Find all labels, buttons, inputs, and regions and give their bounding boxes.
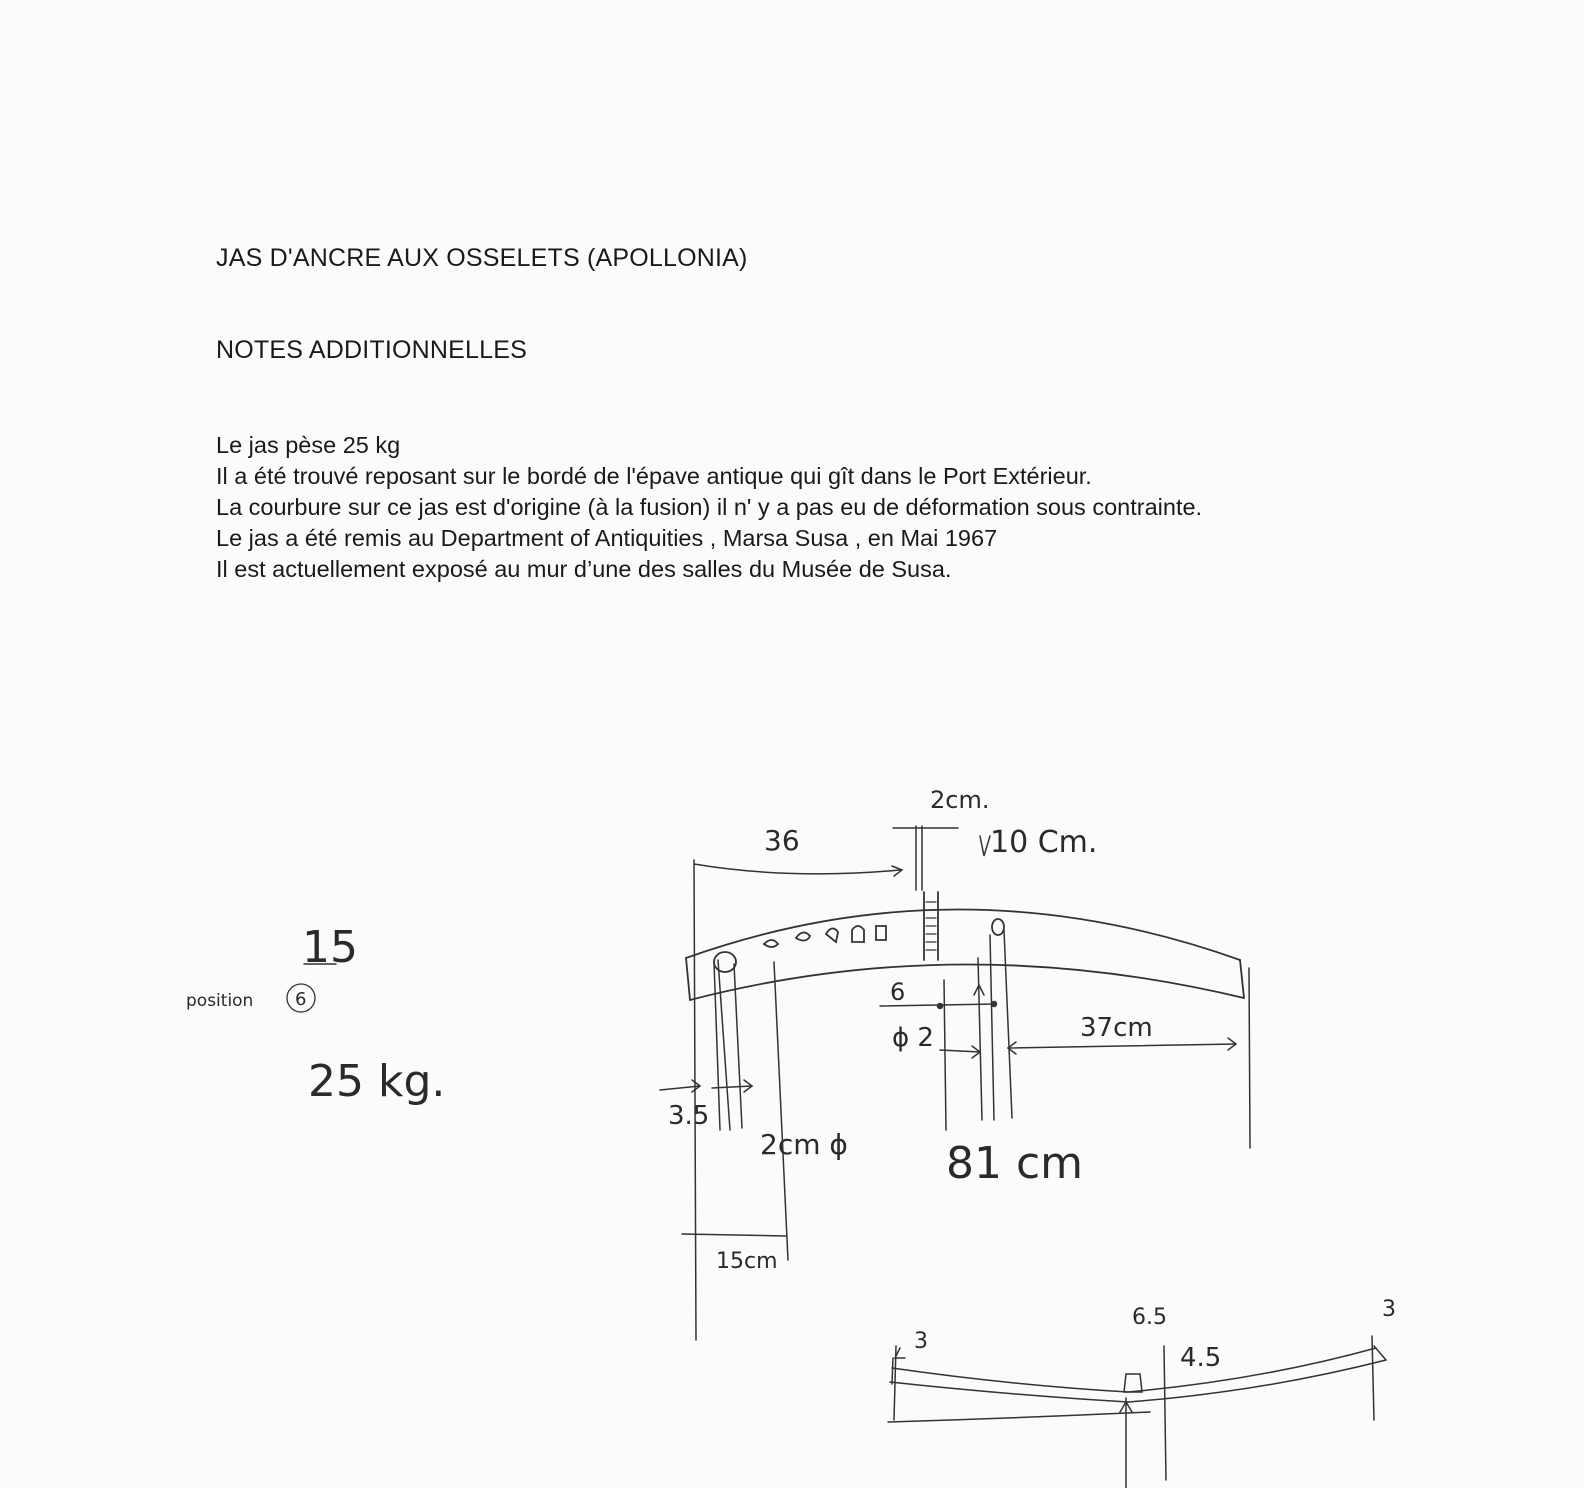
- annotation-3-right: 3: [1382, 1297, 1396, 1322]
- annotation-weight: 25 kg.: [308, 1056, 446, 1107]
- annotation-6: 6: [890, 978, 906, 1006]
- annotation-position-number: 6: [295, 989, 307, 1010]
- annotation-3-left: 3: [914, 1329, 928, 1354]
- note-line: Le jas a été remis au Department of Antiquities , Marsa Susa , en Mai 1967: [216, 525, 998, 551]
- annotation-15: 15: [302, 922, 358, 973]
- annotation-10cm: 10 Cm.: [990, 825, 1098, 860]
- annotation-2cm-phi: 2cm ϕ: [760, 1128, 848, 1161]
- profile-sketch: [888, 1336, 1386, 1488]
- annotation-37cm: 37cm: [1080, 1013, 1153, 1043]
- annotation-3-5: 3.5: [668, 1101, 710, 1131]
- annotation-15cm: 15cm: [716, 1249, 778, 1274]
- document-subtitle: NOTES ADDITIONNELLES: [216, 336, 528, 364]
- annotation-4-5: 4.5: [1180, 1343, 1222, 1373]
- anchor-stock-drawing: [686, 892, 1244, 1000]
- note-line: Il est actuellement exposé au mur d’une des salles du Musée de Susa.: [216, 556, 952, 582]
- annotation-phi2: ϕ 2: [892, 1023, 934, 1053]
- annotation-2cm-top: 2cm.: [930, 786, 990, 814]
- annotation-36: 36: [764, 824, 800, 857]
- note-line: La courbure sur ce jas est d'origine (à la fusion) il n' y a pas eu de déformation sous contrainte.: [216, 494, 1203, 520]
- note-line: Il a été trouvé reposant sur le bordé de l'épave antique qui gît dans le Port Extérieur.: [216, 463, 1092, 489]
- document-title: JAS D'ANCRE AUX OSSELETS (APOLLONIA): [216, 244, 748, 272]
- annotation-81cm: 81 cm: [946, 1138, 1084, 1189]
- note-line: Le jas pèse 25 kg: [216, 432, 401, 458]
- annotation-position: position: [186, 991, 254, 1011]
- annotation-6-5: 6.5: [1132, 1305, 1167, 1330]
